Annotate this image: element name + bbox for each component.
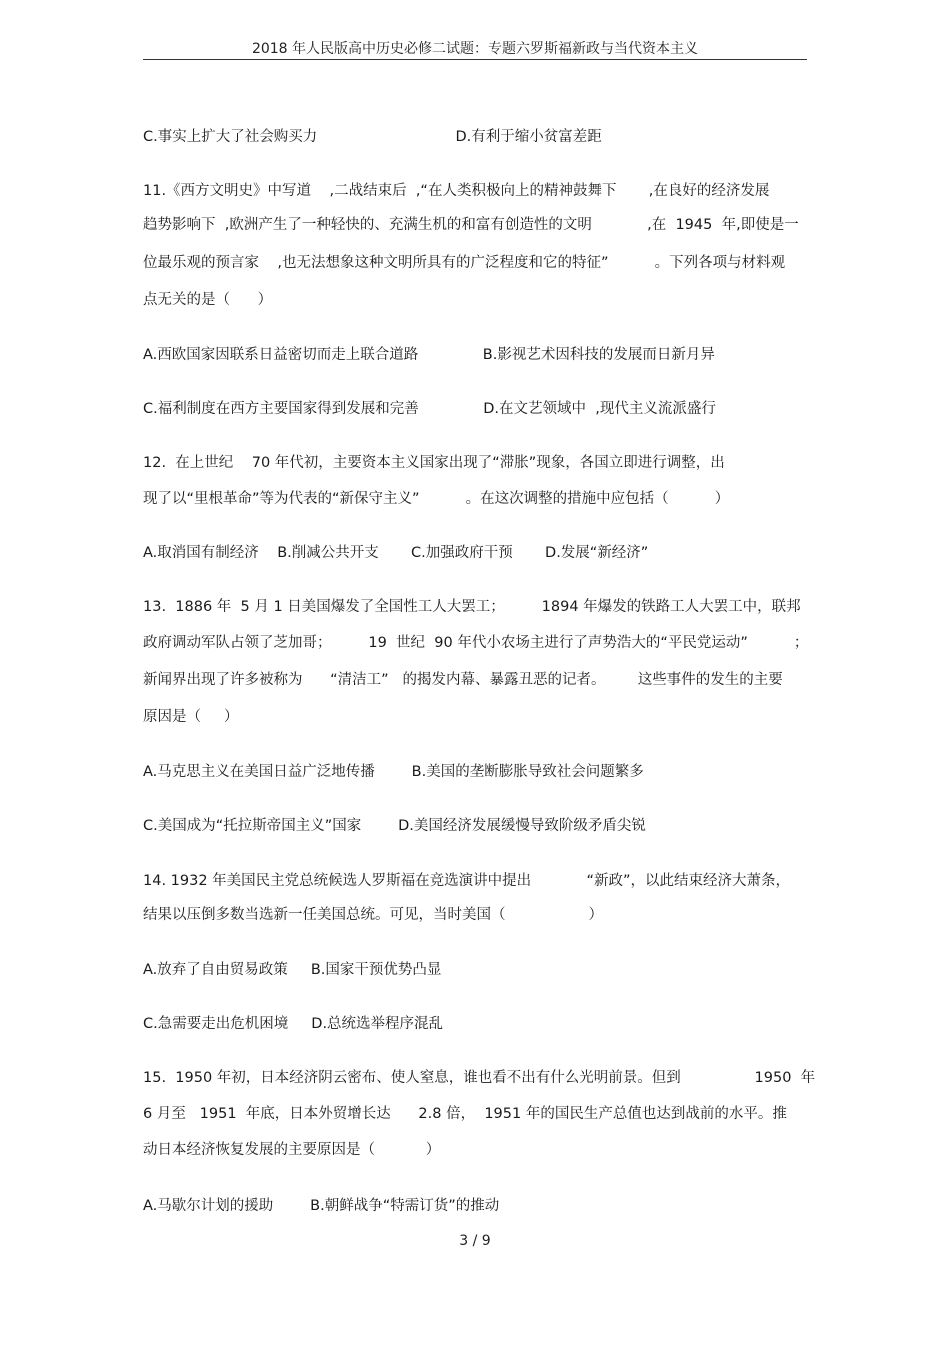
question-13-text: 13. 1886 年 5 月 1 日美国爆发了全国性工人大罢工； 1894 年爆发的铁路工人大罢工中，联邦 <box>143 599 801 615</box>
question-11-text: 位最乐观的预言家 ,也无法想象这种文明所具有的广泛程度和它的特征” 。下列各项与材料观 <box>143 255 786 271</box>
question-13-text: 政府调动军队占领了芝加哥； 19 世纪 90 年代小农场主进行了声势浩大的“平民党运动” ； <box>143 635 809 651</box>
option-line: C.福利制度在西方主要国家得到发展和完善 D.在文艺领域中 ,现代主义流派盛行 <box>143 401 716 417</box>
option-line: A.西欧国家因联系日益密切而走上联合道路 B.影视艺术因科技的发展而日新月异 <box>143 347 715 363</box>
page-header: 2018 年人民版高中历史必修二试题：专题六罗斯福新政与当代资本主义 <box>251 41 699 57</box>
header-divider <box>143 59 807 60</box>
question-15-text: 15. 1950 年初，日本经济阴云密布、使人窒息，谁也看不出有什么光明前景。但到 1950 年 <box>143 1070 816 1086</box>
question-11-text: 11.《西方文明史》中写道 ,二战结束后 ,“在人类积极向上的精神鼓舞下 ,在良好的经济发展 <box>143 183 770 199</box>
question-12-text: 12. 在上世纪 70 年代初，主要资本主义国家出现了“滞胀”现象，各国立即进行调整，出 <box>143 455 725 471</box>
question-14-text: 14. 1932 年美国民主党总统候选人罗斯福在竞选演讲中提出 “新政”，以此结束经济大萧条， <box>143 873 791 889</box>
question-13-text: 新闻界出现了许多被称为 “清洁工” 的揭发内幕、暴露丑恶的记者。 这些事件的发生的主要 <box>143 672 783 688</box>
option-line: C.事实上扩大了社会购买力 D.有利于缩小贫富差距 <box>143 129 602 145</box>
question-12-text: 现了以“里根革命”等为代表的“新保守主义” 。在这次调整的措施中应包括（ ） <box>143 491 730 507</box>
option-line: C.美国成为“托拉斯帝国主义”国家 D.美国经济发展缓慢导致阶级矛盾尖锐 <box>143 818 646 834</box>
question-11-text: 点无关的是（ ） <box>143 292 273 308</box>
option-line: A.马克思主义在美国日益广泛地传播 B.美国的垄断膨胀导致社会问题繁多 <box>143 764 644 780</box>
option-line: C.急需要走出危机困境 D.总统选举程序混乱 <box>143 1016 444 1032</box>
question-14-text: 结果以压倒多数当选新一任美国总统。可见，当时美国（ ） <box>143 907 603 923</box>
page-number: 3 / 9 <box>459 1233 491 1249</box>
option-line: A.马歇尔计划的援助 B.朝鲜战争“特需订货”的推动 <box>143 1198 500 1214</box>
question-11-text: 趋势影响下 ,欧洲产生了一种轻快的、充满生机的和富有创造性的文明 ,在 1945 年,即使是一 <box>143 217 799 233</box>
question-13-text: 原因是（ ） <box>143 709 239 725</box>
option-line: A.放弃了自由贸易政策 B.国家干预优势凸显 <box>143 962 442 978</box>
question-15-text: 动日本经济恢复发展的主要原因是（ ） <box>143 1142 441 1158</box>
option-line: A.取消国有制经济 B.削减公共开支 C.加强政府干预 D.发展“新经济” <box>143 545 649 561</box>
question-15-text: 6 月至 1951 年底，日本外贸增长达 2.8 倍， 1951 年的国民生产总值也达到战前的水平。推 <box>143 1106 787 1122</box>
